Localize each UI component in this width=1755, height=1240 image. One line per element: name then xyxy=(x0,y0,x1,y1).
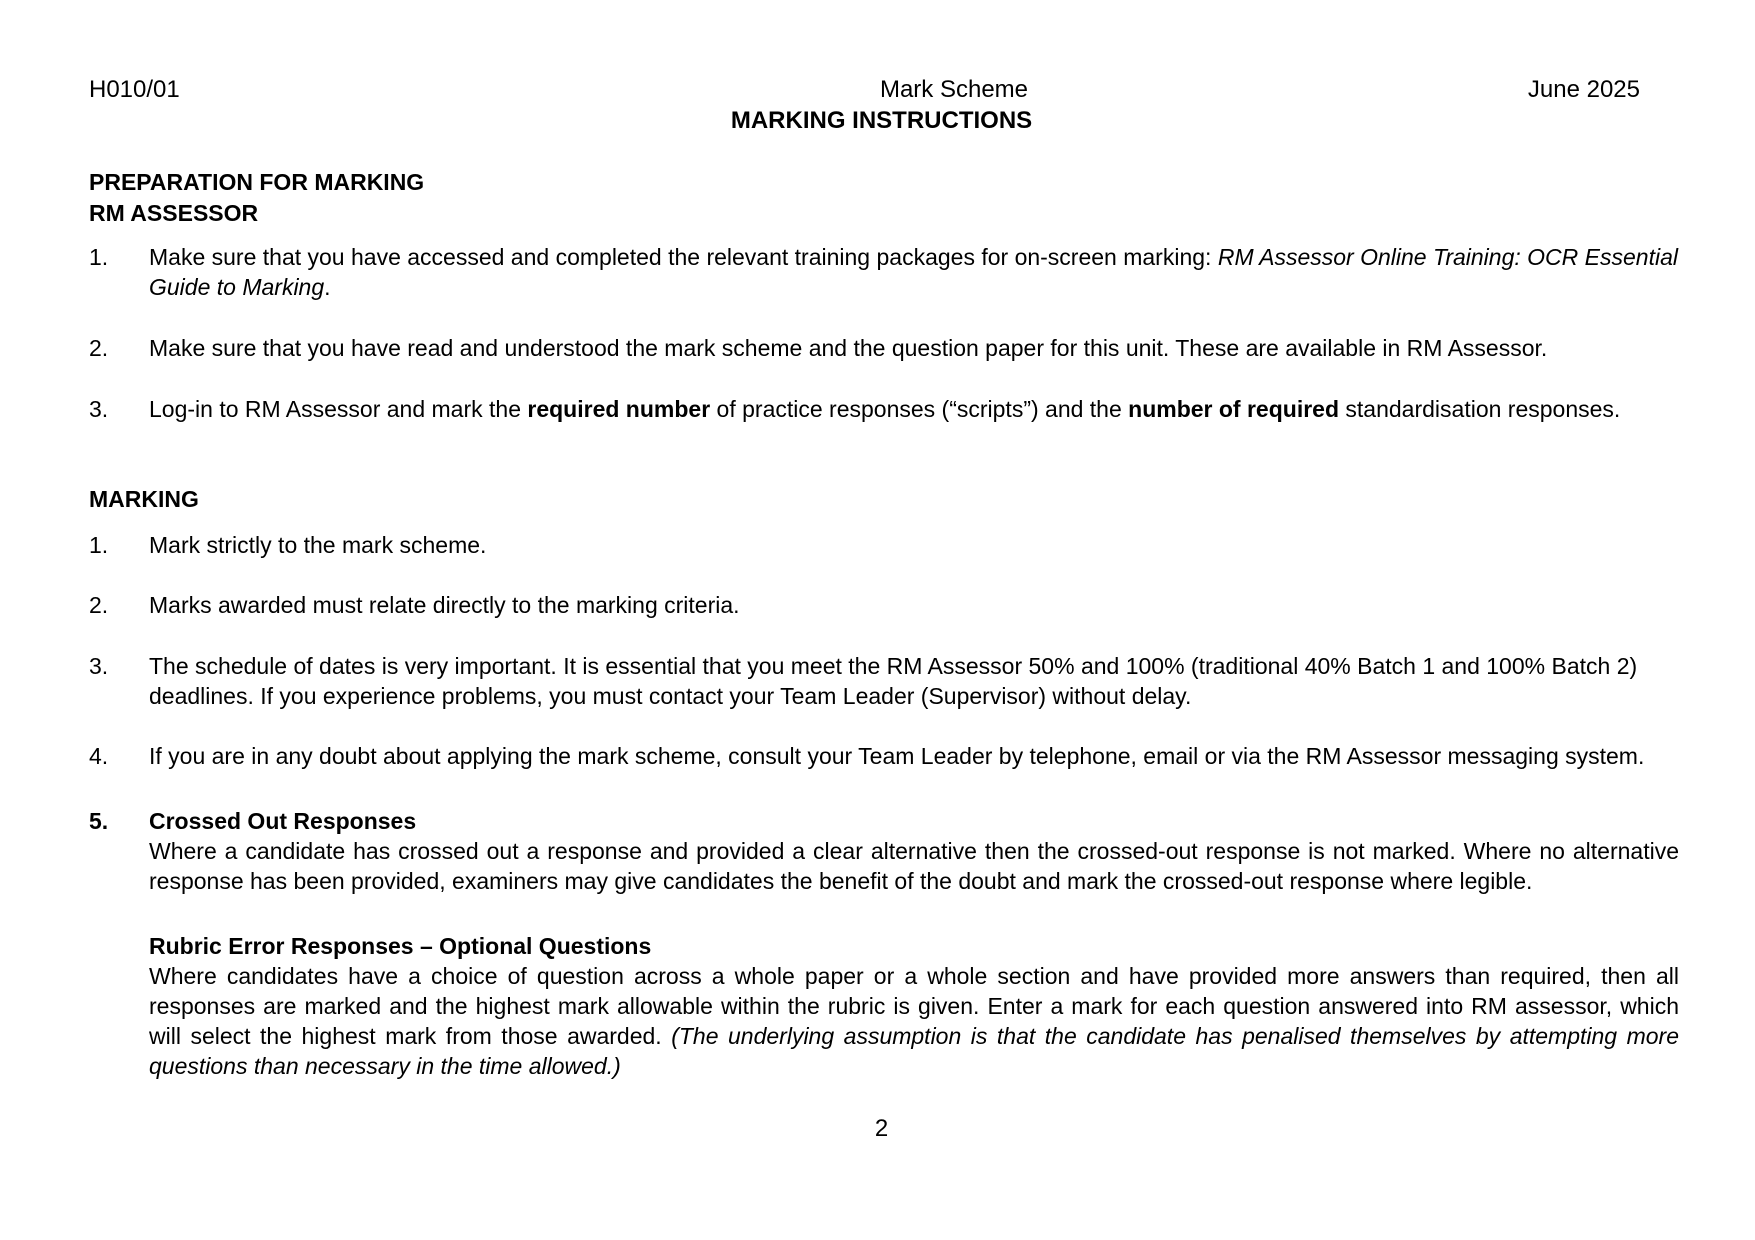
item-body xyxy=(149,806,1679,1081)
marking-item-4 xyxy=(89,741,1679,771)
item-number: 1. xyxy=(89,532,109,558)
item-text: Log-in to RM Assessor and mark the required number of practice responses (“scripts”) and the number of required standardisation responses. xyxy=(149,396,1621,422)
paper-code: H010/01 xyxy=(89,76,180,103)
item-number: 2. xyxy=(89,592,109,618)
item-text: The schedule of dates is very important. It is essential that you meet the RM Assessor 50% and 100% (traditional 40% Batch 1 and 100% Batch 2) deadlines. If you experience problems, you must contact your Team Leader (Supervisor) without delay. xyxy=(149,653,1638,709)
marking-item-2 xyxy=(89,590,1679,620)
preparation-heading: PREPARATION FOR MARKING xyxy=(89,169,425,195)
item-number: 3. xyxy=(89,653,109,679)
page-title: MARKING INSTRUCTIONS xyxy=(730,107,1033,134)
item-text: Make sure that you have read and understood the mark scheme and the question paper for this unit. These are available in RM Assessor. xyxy=(149,335,1548,361)
page-number: 2 xyxy=(874,1115,889,1142)
item-text: Marks awarded must relate directly to the marking criteria. xyxy=(149,592,740,618)
preparation-item-3 xyxy=(89,394,1679,424)
item-number: 4. xyxy=(89,743,109,769)
marking-heading: MARKING xyxy=(89,486,199,512)
rubric-error-text: Where candidates have a choice of question across a whole paper or a whole section and have provided more answers than required, then all responses are marked and the highest mark allowable within the rubric is given. Enter a mark for each question answered into RM assessor, which will select the highest mark from those awarded. (The underlying assumption is that the candidate has penalised themselves by attempting more questions than necessary in the time allowed.) xyxy=(149,963,1679,1079)
rm-assessor-subheading: RM ASSESSOR xyxy=(89,200,259,226)
document-type: Mark Scheme xyxy=(879,76,1029,103)
item-number: 2. xyxy=(89,335,109,361)
marking-item-3 xyxy=(89,651,1679,711)
preparation-item-2 xyxy=(89,333,1679,363)
rubric-error-heading: Rubric Error Responses – Optional Questions xyxy=(149,933,652,959)
crossed-out-text: Where a candidate has crossed out a response and provided a clear alternative then the crossed-out response is not marked. Where no alternative response has been provided, examiners may give candidates the benefit of the doubt and mark the crossed-out response where legible. xyxy=(149,838,1679,894)
item-text: If you are in any doubt about applying the mark scheme, consult your Team Leader by telephone, email or via the RM Assessor messaging system. xyxy=(149,743,1645,769)
item-number: 3. xyxy=(89,396,109,422)
preparation-item-1 xyxy=(89,242,1679,302)
crossed-out-heading: Crossed Out Responses xyxy=(149,808,417,834)
marking-item-1 xyxy=(89,530,1679,560)
exam-session: June 2025 xyxy=(1527,76,1640,103)
item-text: Mark strictly to the mark scheme. xyxy=(149,532,487,558)
item-number: 1. xyxy=(89,244,109,270)
item-number: 5. xyxy=(89,808,109,834)
item-text: Make sure that you have accessed and completed the relevant training packages for on-screen marking: RM Assessor Online Training: OCR Essential Guide to Marking. xyxy=(149,244,1678,300)
marking-item-5 xyxy=(89,806,1679,1081)
